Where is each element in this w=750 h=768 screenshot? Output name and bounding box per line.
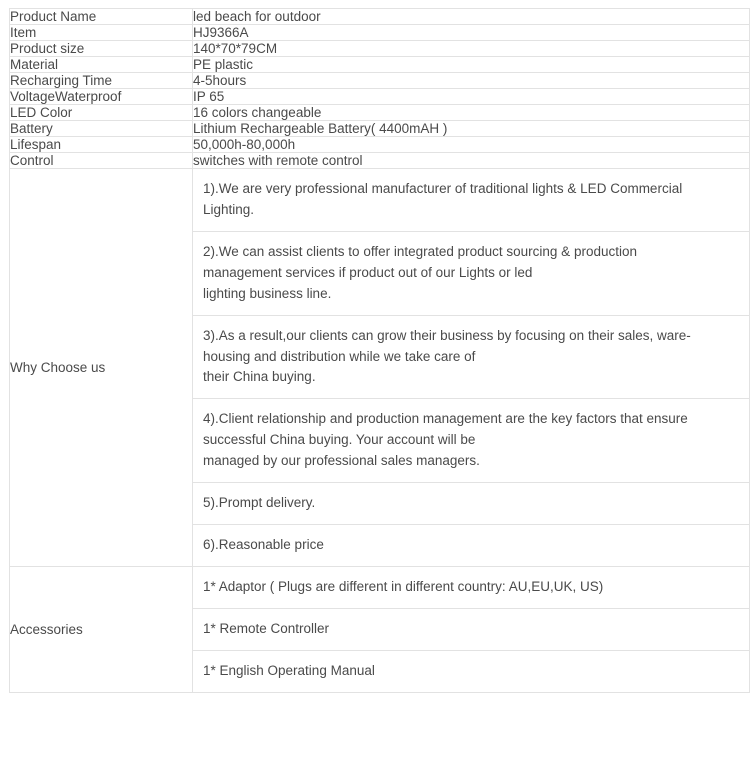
why-item-line: housing and distribution while we take care of <box>203 348 476 364</box>
spec-value: Lithium Rechargeable Battery( 4400mAH ) <box>193 121 750 137</box>
why-item-1 <box>193 169 749 231</box>
table-row <box>10 25 750 41</box>
why-item-4 <box>193 399 749 483</box>
list-item <box>193 608 749 650</box>
accessory-item: 1* Remote Controller <box>193 608 749 650</box>
spec-value: HJ9366A <box>193 25 750 41</box>
spec-label: VoltageWaterproof <box>10 89 193 105</box>
spec-label: Material <box>10 57 193 73</box>
spec-label: Item <box>10 25 193 41</box>
accessory-item: 1* Adaptor ( Plugs are different in different country: AU,EU,UK, US) <box>193 567 749 608</box>
list-item <box>193 483 749 525</box>
why-item-line: 1).We are very professional manufacturer of traditional lights & LED Commercial <box>203 181 683 196</box>
spec-label: Product Name <box>10 9 193 25</box>
table-row <box>10 153 750 169</box>
spec-value: 140*70*79CM <box>193 41 750 57</box>
why-item-line: managed by our professional sales managers. <box>203 453 480 469</box>
why-item-line: lighting business line. <box>203 285 332 301</box>
table-row <box>10 137 750 153</box>
why-choose-us-list-cell <box>193 169 750 567</box>
why-item-line: their China buying. <box>203 369 316 385</box>
why-item-6 <box>193 525 749 566</box>
why-item-line: successful China buying. Your account will be <box>203 432 476 448</box>
why-item-3 <box>193 315 749 399</box>
table-row <box>10 57 750 73</box>
why-item-line: 3).As a result,our clients can grow their business by focusing on their sales, ware- <box>203 327 691 343</box>
spec-value: 16 colors changeable <box>193 105 750 121</box>
why-item-line: 6).Reasonable price <box>203 537 324 553</box>
accessories-list <box>193 567 749 692</box>
why-choose-us-row <box>10 169 750 567</box>
accessory-item: 1* English Operating Manual <box>203 662 375 678</box>
why-item-line: 4).Client relationship and production management are the key factors that ensure <box>203 411 688 427</box>
product-specification-table <box>9 8 750 693</box>
why-item-line: 2).We can assist clients to offer integrated product sourcing & production <box>203 243 637 259</box>
why-choose-us-label: Why Choose us <box>10 169 193 567</box>
spec-value: led beach for outdoor <box>193 9 750 25</box>
spec-value: switches with remote control <box>193 153 750 169</box>
table-row <box>10 41 750 57</box>
spec-value: IP 65 <box>193 89 750 105</box>
spec-label: Battery <box>10 121 193 137</box>
spec-label: Lifespan <box>10 137 193 153</box>
table-row <box>10 89 750 105</box>
list-item <box>193 399 749 483</box>
table-row <box>10 73 750 89</box>
list-item <box>193 650 749 691</box>
table-row <box>10 105 750 121</box>
list-item <box>193 231 749 315</box>
why-choose-us-list <box>193 169 749 566</box>
table-row <box>10 9 750 25</box>
why-item-line: Lighting. <box>203 201 255 217</box>
accessories-list-cell <box>193 566 750 692</box>
spec-label: Product size <box>10 41 193 57</box>
why-item-5 <box>193 483 749 525</box>
spec-label: Recharging Time <box>10 73 193 89</box>
spec-value: PE plastic <box>193 57 750 73</box>
list-item <box>193 315 749 399</box>
table-body <box>10 9 750 693</box>
list-item <box>193 169 749 231</box>
spec-label: LED Color <box>10 105 193 121</box>
list-item <box>193 525 749 566</box>
table-row <box>10 121 750 137</box>
accessories-row <box>10 566 750 692</box>
spec-label: Control <box>10 153 193 169</box>
why-item-line: 5).Prompt delivery. <box>203 495 316 511</box>
why-item-2 <box>193 231 749 315</box>
list-item <box>193 567 749 608</box>
spec-value: 50,000h-80,000h <box>193 137 750 153</box>
accessories-label: Accessories <box>10 566 193 692</box>
spec-value: 4-5hours <box>193 73 750 89</box>
why-item-line: management services if product out of our Lights or led <box>203 264 533 280</box>
